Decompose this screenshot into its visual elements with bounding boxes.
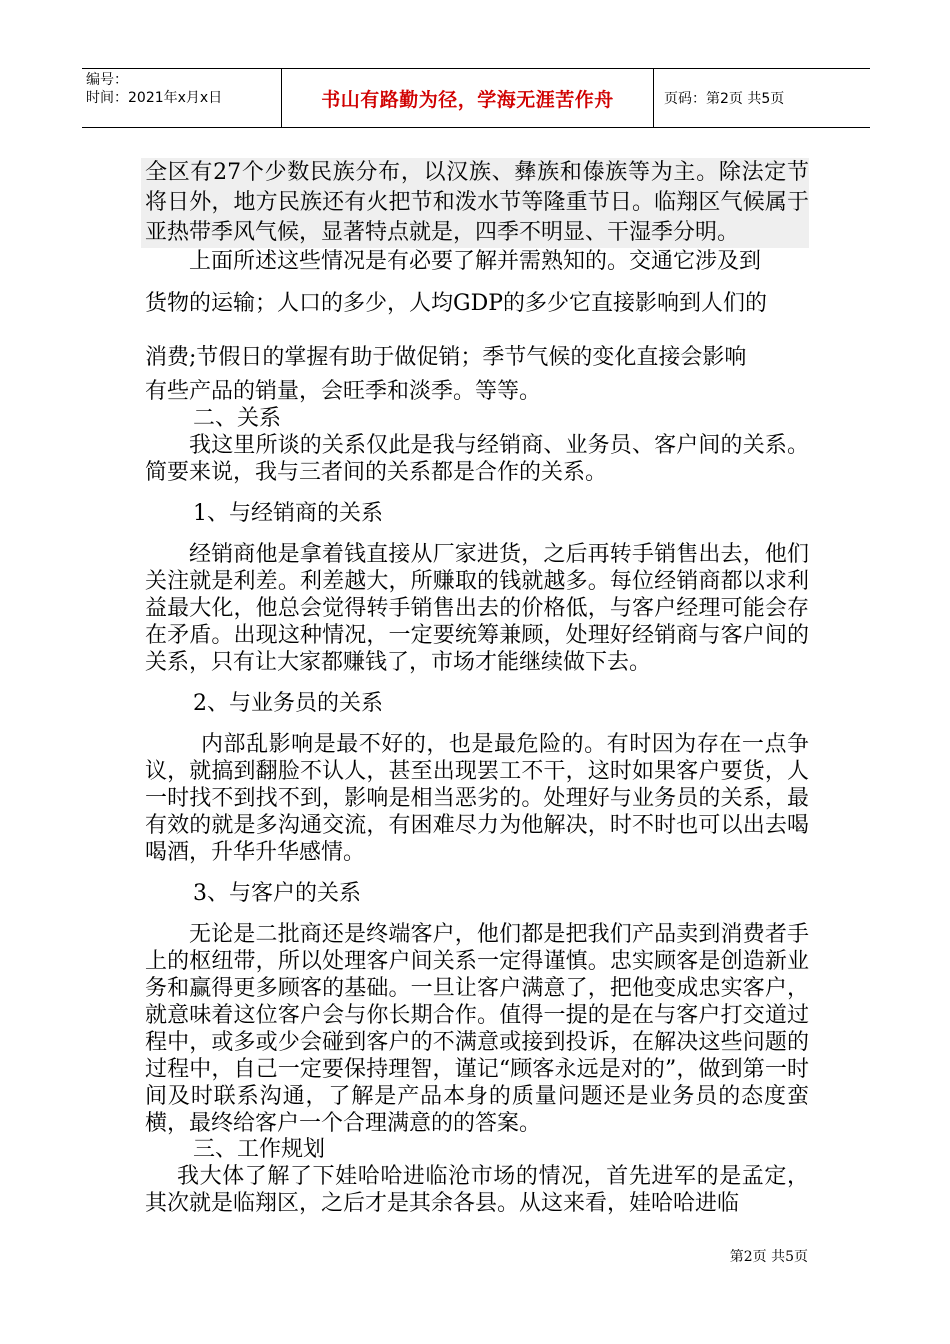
paragraph-summary-line2: 货物的运输；人口的多少，人均GDP的多少它直接影响到人们的 [145, 291, 768, 316]
page-header [82, 68, 870, 128]
paragraph-dealers: 经销商他是拿着钱直接从厂家进货，之后再转手销售出去，他们关注就是利差。利差越大，所赚取的钱就越多。每位经销商都以求利益最大化，他总会觉得转手销售出去的价格低，与客户经理可能会存在矛盾。出现这种情况，一定要统筹兼顾，处理好经销商与客户间的关系，只有让大家都赚钱了，市场才能继续做下去。 [145, 542, 809, 675]
paragraph-work-plan: 我大体了解了下娃哈哈进临沧市场的情况，首先进军的是孟定，其次就是临翔区，之后才是其余各县。从这来看，娃哈哈进临 [145, 1164, 809, 1216]
paragraph-summary-line4: 有些产品的销量，会旺季和淡季。等等。 [145, 379, 542, 404]
section-heading-relations: 二、关系 [193, 406, 282, 431]
header-meta [82, 69, 282, 127]
paragraph-salesmen: 内部乱影响是最不好的，也是最危险的。有时因为存在一点争议，就搞到翻脸不认人，甚至出现罢工不干，这时如果客户要货，人一时找不到找不到，影响是相当恶劣的。处理好与业务员的关系，最有效的就是多沟通交流，有困难尽力为他解决，时不时也可以出去喝喝酒，升华升华感情。 [145, 732, 809, 865]
paragraph-summary-line3: 消费;节假日的掌握有助于做促销；季节气候的变化直接会影响 [145, 345, 747, 370]
paragraph-customers: 无论是二批商还是终端客户，他们都是把我们产品卖到消费者手上的枢纽带，所以处理客户间关系一定得谨慎。忠实顾客是创造新业务和赢得更多顾客的基础。一旦让客户满意了，把他变成忠实客户，就意味着这位客户会与你长期合作。值得一提的是在与客户打交道过程中，或多或少会碰到客户的不满意或接到投诉，在解决这些问题的过程中，自己一定要保持理智，谨记“顾客永远是对的”，做到第一时间及时联系沟通，了解是产品本身的质量问题还是业务员的态度蛮横，最终给客户一个合理满意的的答案。 [145, 922, 809, 1136]
paragraph-ethnic-climate: 全区有27个少数民族分布，以汉族、彝族和傣族等为主。除法定节将日外，地方民族还有火把节和泼水节等隆重节日。临翔区气候属于亚热带季风气候，显著特点就是，四季不明显、干湿季分明。 [145, 160, 809, 245]
doc-date: 时间：2021年x月x日 [86, 90, 223, 106]
header-motto: 书山有路勤为径，学海无涯苦作舟 [282, 69, 654, 127]
subheading-customers: 3、与客户的关系 [193, 881, 361, 906]
document-body [145, 158, 809, 1217]
subheading-salesmen: 2、与业务员的关系 [193, 691, 383, 716]
doc-number-label: 编号： [86, 72, 128, 88]
page-footer: 第2页 共5页 [729, 1249, 808, 1265]
section-heading-work-plan: 三、工作规划 [193, 1137, 326, 1162]
subheading-dealers: 1、与经销商的关系 [193, 501, 383, 526]
header-page-info: 页码：第2页 共5页 [664, 91, 785, 107]
paragraph-relations-intro: 我这里所谈的关系仅此是我与经销商、业务员、客户间的关系。简要来说，我与三者间的关系都是合作的关系。 [145, 433, 809, 485]
paragraph-summary-line1: 上面所述这些情况是有必要了解并需熟知的。交通它涉及到 [189, 249, 762, 274]
highlighted-block [141, 158, 809, 248]
